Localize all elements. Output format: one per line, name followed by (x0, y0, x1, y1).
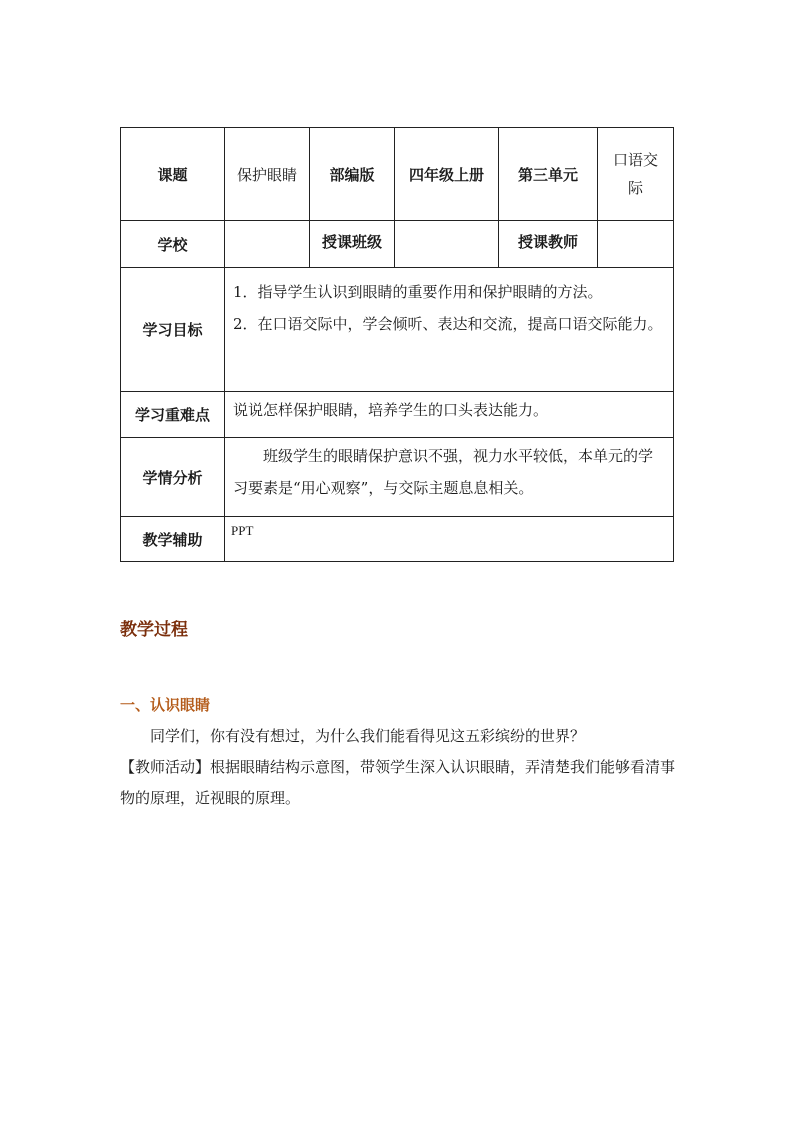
process-title: 教学过程 (120, 620, 188, 640)
analysis-value: 班级学生的眼睛保护意识不强，视力水平较低，本单元的学习要素是“用心观察”，与交际主题息息相关。 (225, 438, 674, 517)
analysis-label: 学情分析 (121, 438, 225, 517)
objectives-label: 学习目标 (121, 268, 225, 392)
table-row (121, 221, 674, 268)
lesson-type-line2: 际 (627, 179, 643, 197)
table-row (121, 438, 674, 517)
paragraph-teacher-activity: 【教师活动】根据眼睛结构示意图，带领学生深入认识眼睛，弄清楚我们能够看清事物的原理，近视眼的原理。 (120, 758, 676, 807)
unit-cell: 第三单元 (499, 128, 598, 221)
section-title-recognize-eyes: 一、认识眼睛 (120, 696, 211, 714)
teacher-label: 授课教师 (499, 221, 598, 268)
table-row (121, 392, 674, 438)
table-row (121, 128, 674, 221)
class-value (395, 221, 499, 268)
table-row (121, 517, 674, 562)
subject-value: 保护眼睛 (225, 128, 310, 221)
aids-label: 教学辅助 (121, 517, 225, 562)
school-label: 学校 (121, 221, 225, 268)
subject-label: 课题 (121, 128, 225, 221)
table-row (121, 268, 674, 392)
edition-cell: 部编版 (310, 128, 395, 221)
school-value (225, 221, 310, 268)
objectives-content (225, 268, 674, 392)
aids-value: PPT (225, 517, 674, 562)
paragraph-question: 同学们，你有没有想过，为什么我们能看得见这五彩缤纷的世界？ (150, 727, 586, 745)
lesson-type-line1: 口语交 (612, 151, 658, 169)
teacher-value (598, 221, 674, 268)
grade-cell: 四年级上册 (395, 128, 499, 221)
key-points-value: 说说怎样保护眼睛，培养学生的口头表达能力。 (225, 392, 674, 438)
objective-item-1: 1．指导学生认识到眼睛的重要作用和保护眼睛的方法。 (233, 283, 603, 301)
lesson-info-table (120, 127, 674, 562)
key-points-label: 学习重难点 (121, 392, 225, 438)
lesson-type-cell (598, 128, 674, 221)
objective-item-2: 2．在口语交际中，学会倾听、表达和交流，提高口语交际能力。 (233, 315, 663, 333)
class-label: 授课班级 (310, 221, 395, 268)
